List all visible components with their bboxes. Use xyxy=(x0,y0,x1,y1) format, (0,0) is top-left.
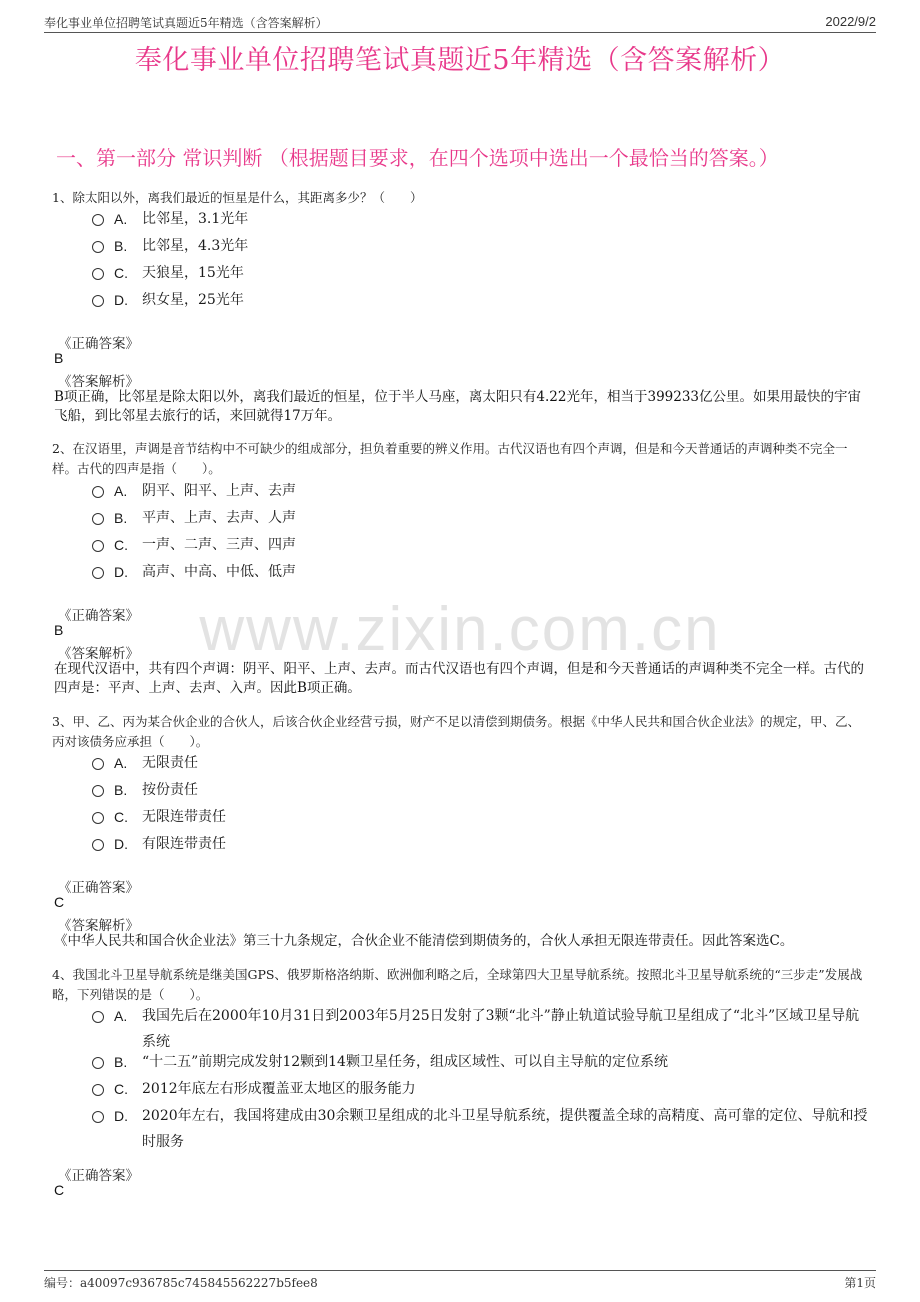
option-text: 高声、中高、中低、低声 xyxy=(142,564,296,580)
option-text: 比邻星，4.3光年 xyxy=(142,238,249,254)
option-letter: B. xyxy=(114,510,128,526)
explain-label: 《答案解析》 xyxy=(58,374,139,390)
question-1-explanation: B项正确，比邻星是除太阳以外，离我们最近的恒星，位于半人马座，离太阳只有4.22光年，相当于399233亿公里。如果用最快的宇宙飞船，到比邻星去旅行的话，来回就得17万年。 xyxy=(54,389,862,424)
option-text: 按份责任 xyxy=(142,782,198,798)
option-text: 2020年左右，我国将建成由30余颗卫星组成的北斗卫星导航系统，提供覆盖全球的高精度、高可靠的定位、导航和授时服务 xyxy=(142,1108,868,1150)
option-text: 我国先后在2000年10月31日到2003年5月25日发射了3颗“北斗”静止轨道试验导航卫星组成了“北斗”区域卫星导航系统 xyxy=(142,1008,860,1050)
option-text: 一声、二声、三声、四声 xyxy=(142,537,296,553)
radio-icon[interactable] xyxy=(92,486,104,498)
option-letter: D. xyxy=(114,836,128,852)
option-text: 阴平、阳平、上声、去声 xyxy=(142,483,296,499)
option-letter: D. xyxy=(114,1108,128,1124)
option-letter: C. xyxy=(114,265,128,281)
option-text: 无限责任 xyxy=(142,755,198,771)
question-1-stem: 1、除太阳以外，离我们最近的恒星是什么，其距离多少？（ ） xyxy=(52,190,423,205)
header-doc-title: 奉化事业单位招聘笔试真题近5年精选（含答案解析） xyxy=(44,16,328,30)
option-letter: C. xyxy=(114,537,128,553)
option-letter: A. xyxy=(114,755,128,771)
question-4-answer: C xyxy=(54,1182,65,1198)
option-letter: D. xyxy=(114,292,128,308)
radio-icon[interactable] xyxy=(92,567,104,579)
question-3-answer: C xyxy=(54,894,65,910)
option-text: 织女星，25光年 xyxy=(142,292,244,308)
option-letter: C. xyxy=(114,1081,128,1097)
page-title: 奉化事业单位招聘笔试真题近5年精选（含答案解析） xyxy=(134,45,786,76)
option-text: 2012年底左右形成覆盖亚太地区的服务能力 xyxy=(142,1081,416,1097)
question-2-answer: B xyxy=(54,622,64,638)
option-letter: B. xyxy=(114,782,128,798)
section-title: 一、第一部分 常识判断 （根据题目要求，在四个选项中选出一个最恰当的答案。） xyxy=(56,146,779,170)
option-letter: C. xyxy=(114,809,128,825)
radio-icon[interactable] xyxy=(92,785,104,797)
radio-icon[interactable] xyxy=(92,812,104,824)
answer-label: 《正确答案》 xyxy=(58,608,139,624)
watermark: www.zixin.com.cn xyxy=(199,595,721,664)
option-text: 平声、上声、去声、人声 xyxy=(142,510,296,526)
option-text: 无限连带责任 xyxy=(142,809,226,825)
header-date: 2022/9/2 xyxy=(825,14,876,29)
radio-icon[interactable] xyxy=(92,1057,104,1069)
footer-doc-id: 编号：a40097c936785c745845562227b5fee8 xyxy=(44,1276,318,1290)
radio-icon[interactable] xyxy=(92,1084,104,1096)
radio-icon[interactable] xyxy=(92,758,104,770)
question-1-answer: B xyxy=(54,350,64,366)
footer-page-number: 第1页 xyxy=(844,1276,876,1290)
page-footer xyxy=(44,1270,876,1291)
question-4-stem: 4、我国北斗卫星导航系统是继美国GPS、俄罗斯格洛纳斯、欧洲伽利略之后，全球第四大卫星导航系统。按照北斗卫星导航系统的“三步走”发展战略，下列错误的是（ ）。 xyxy=(52,967,863,1002)
radio-icon[interactable] xyxy=(92,839,104,851)
option-text: 比邻星，3.1光年 xyxy=(142,211,249,227)
option-text: 有限连带责任 xyxy=(142,836,226,852)
question-3-stem: 3、甲、乙、丙为某合伙企业的合伙人，后该合伙企业经营亏损，财产不足以清偿到期债务。根据《中华人民共和国合伙企业法》的规定，甲、乙、丙对该债务应承担（ ）。 xyxy=(52,714,860,749)
option-letter: A. xyxy=(114,211,128,227)
radio-icon[interactable] xyxy=(92,540,104,552)
radio-icon[interactable] xyxy=(92,241,104,253)
option-letter: B. xyxy=(114,1054,128,1070)
option-letter: B. xyxy=(114,238,128,254)
question-3-explanation: 《中华人民共和国合伙企业法》第三十九条规定，合伙企业不能清偿到期债务的，合伙人承担无限连带责任。因此答案选C。 xyxy=(54,933,794,949)
radio-icon[interactable] xyxy=(92,295,104,307)
explain-label: 《答案解析》 xyxy=(58,918,139,934)
radio-icon[interactable] xyxy=(92,513,104,525)
question-2-stem: 2、在汉语里，声调是音节结构中不可缺少的组成部分，担负着重要的辨义作用。古代汉语也有四个声调，但是和今天普通话的声调种类不完全一样。古代的四声是指（ ）。 xyxy=(52,441,848,476)
option-letter: D. xyxy=(114,564,128,580)
radio-icon[interactable] xyxy=(92,1111,104,1123)
answer-label: 《正确答案》 xyxy=(58,880,139,896)
option-letter: A. xyxy=(114,1008,128,1024)
answer-label: 《正确答案》 xyxy=(58,1168,139,1184)
radio-icon[interactable] xyxy=(92,268,104,280)
explain-label: 《答案解析》 xyxy=(58,646,139,662)
option-letter: A. xyxy=(114,483,128,499)
option-text: 天狼星，15光年 xyxy=(142,265,244,281)
radio-icon[interactable] xyxy=(92,214,104,226)
question-2-explanation: 在现代汉语中，共有四个声调：阴平、阳平、上声、去声。而古代汉语也有四个声调，但是和今天普通话的声调种类不完全一样。古代的四声是：平声、上声、去声、入声。因此B项正确。 xyxy=(54,661,864,696)
page-header xyxy=(44,12,876,33)
answer-label: 《正确答案》 xyxy=(58,336,139,352)
radio-icon[interactable] xyxy=(92,1011,104,1023)
option-text: “十二五”前期完成发射12颗到14颗卫星任务，组成区域性、可以自主导航的定位系统 xyxy=(142,1054,668,1070)
